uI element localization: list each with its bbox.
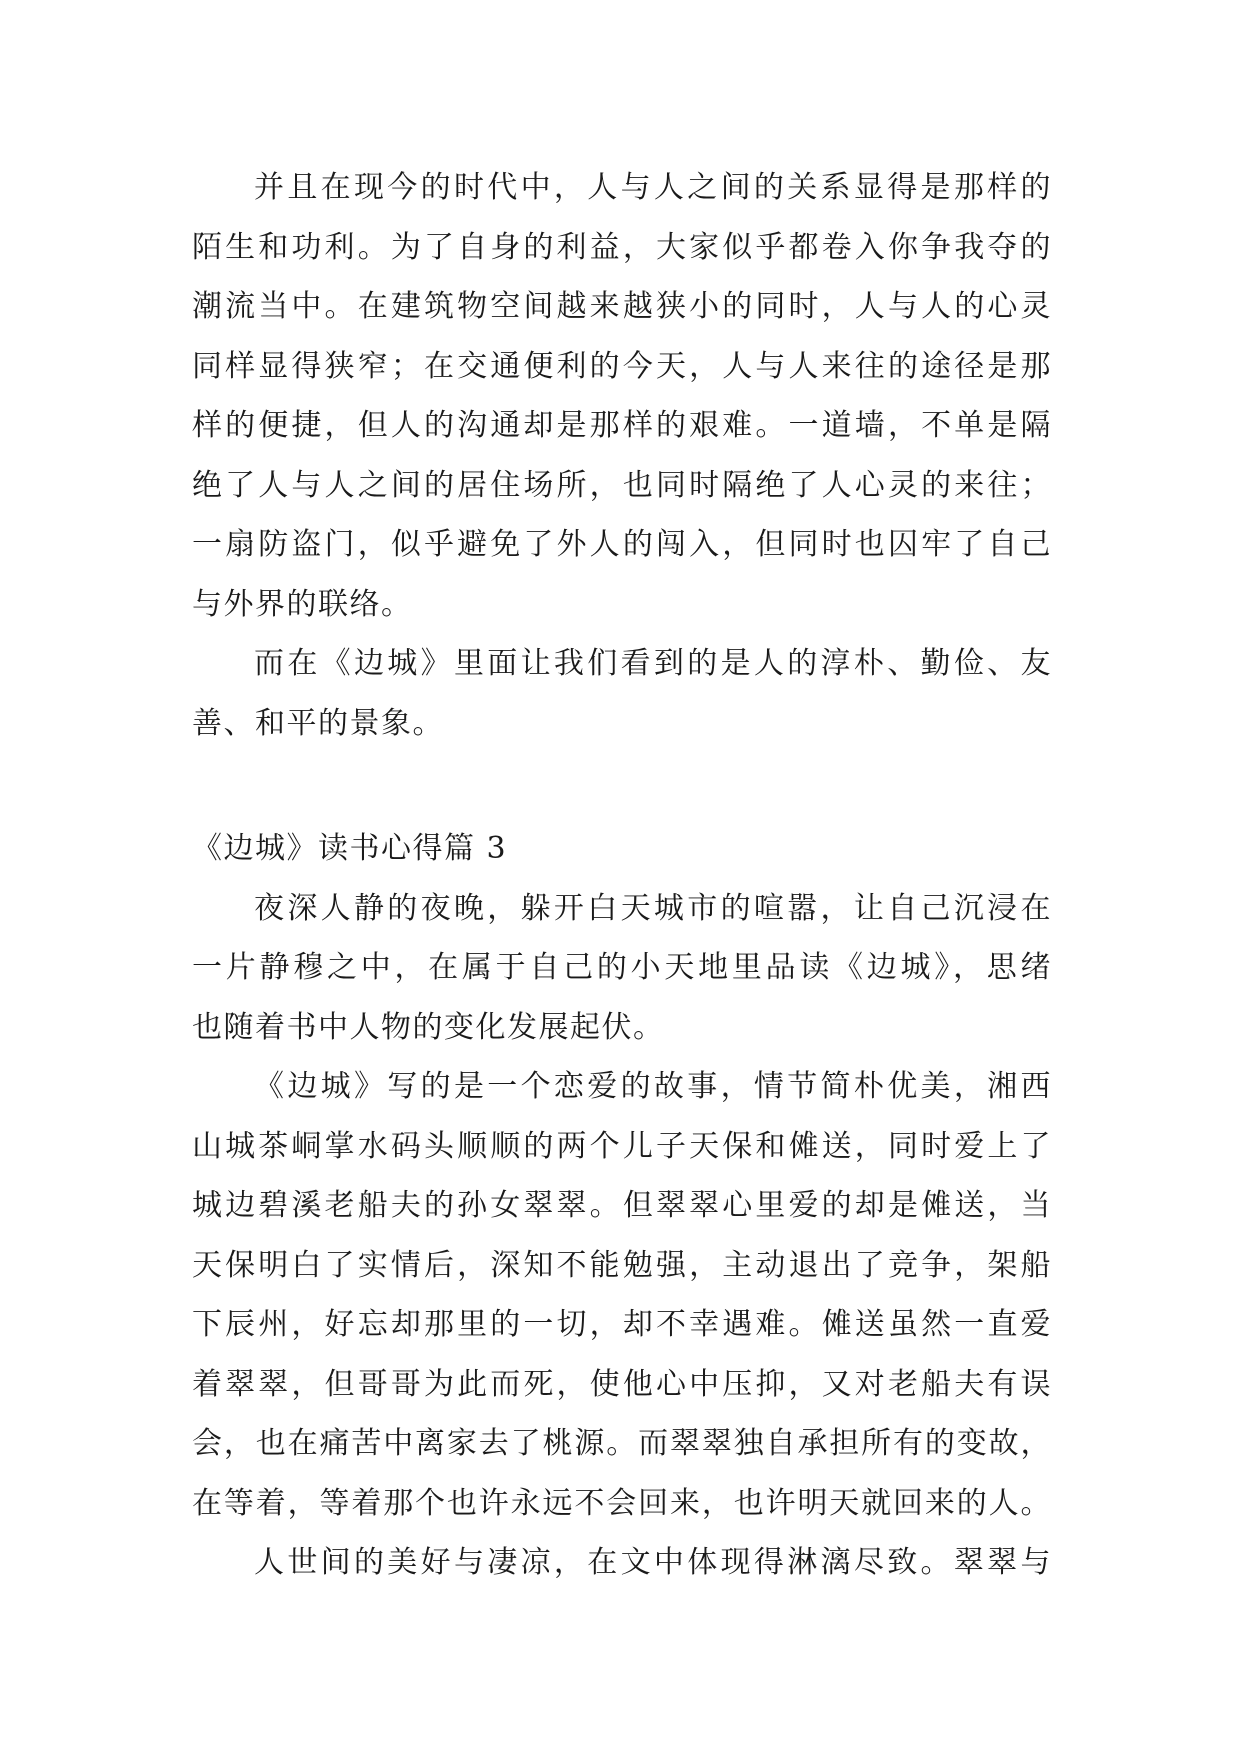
paragraph-line: 并且在现今的时代中，人与人之间的关系显得是那样的	[254, 170, 1052, 205]
paragraph-line: 而在《边城》里面让我们看到的是人的淳朴、勤俭、友	[254, 646, 1052, 681]
paragraph-line: 着翠翠，但哥哥为此而死，使他心中压抑，又对老船夫有误	[192, 1366, 1052, 1402]
paragraph-line: 山城茶峒掌水码头顺顺的两个儿子天保和傩送，同时爱上了	[192, 1128, 1052, 1164]
paragraph-line: 夜深人静的夜晚，躲开白天城市的喧嚣，让自己沉浸在	[254, 890, 1052, 926]
document-page	[192, 158, 1052, 1593]
paragraph-line: 与外界的联络。	[192, 586, 413, 622]
paragraph-2	[192, 634, 1052, 753]
paragraph-line: 陌生和功利。为了自身的利益，大家似乎都卷入你争我夺的	[192, 229, 1052, 265]
section-gap	[192, 753, 1052, 819]
paragraph-line: 样的便捷，但人的沟通却是那样的艰难。一道墙，不单是隔	[192, 408, 1052, 443]
paragraph-5	[192, 1533, 1052, 1593]
paragraph-3	[192, 879, 1052, 1058]
paragraph-line: 城边碧溪老船夫的孙女翠翠。但翠翠心里爱的却是傩送，当	[192, 1188, 1052, 1223]
paragraph-line: 潮流当中。在建筑物空间越来越狭小的同时，人与人的心灵	[192, 289, 1052, 324]
paragraph-line: 同样显得狭窄；在交通便利的今天，人与人来往的途径是那	[192, 348, 1052, 384]
paragraph-line: 也随着书中人物的变化发展起伏。	[192, 1009, 665, 1045]
paragraph-line: 《边城》写的是一个恋爱的故事，情节简朴优美，湘西	[254, 1069, 1052, 1104]
paragraph-line: 天保明白了实情后，深知不能勉强，主动退出了竞争，架船	[192, 1247, 1052, 1283]
paragraph-line: 一扇防盗门，似乎避免了外人的闯入，但同时也囚牢了自己	[192, 527, 1052, 562]
paragraph-line: 会，也在痛苦中离家去了桃源。而翠翠独自承担所有的变故，	[192, 1426, 1052, 1461]
paragraph-line: 绝了人与人之间的居住场所，也同时隔绝了人心灵的来往；	[192, 467, 1052, 503]
paragraph-line: 一片静穆之中，在属于自己的小天地里品读《边城》，思绪	[192, 950, 1052, 985]
section-title: 《边城》读书心得篇 3	[192, 831, 508, 866]
paragraph-1	[192, 158, 1052, 634]
paragraph-line: 在等着，等着那个也许永远不会回来，也许明天就回来的人。	[192, 1485, 1052, 1521]
paragraph-line: 人世间的美好与凄凉，在文中体现得淋漓尽致。翠翠与	[254, 1545, 1052, 1580]
paragraph-line: 下辰州，好忘却那里的一切，却不幸遇难。傩送虽然一直爱	[192, 1307, 1052, 1342]
paragraph-4	[192, 1057, 1052, 1533]
paragraph-line: 善、和平的景象。	[192, 705, 444, 741]
